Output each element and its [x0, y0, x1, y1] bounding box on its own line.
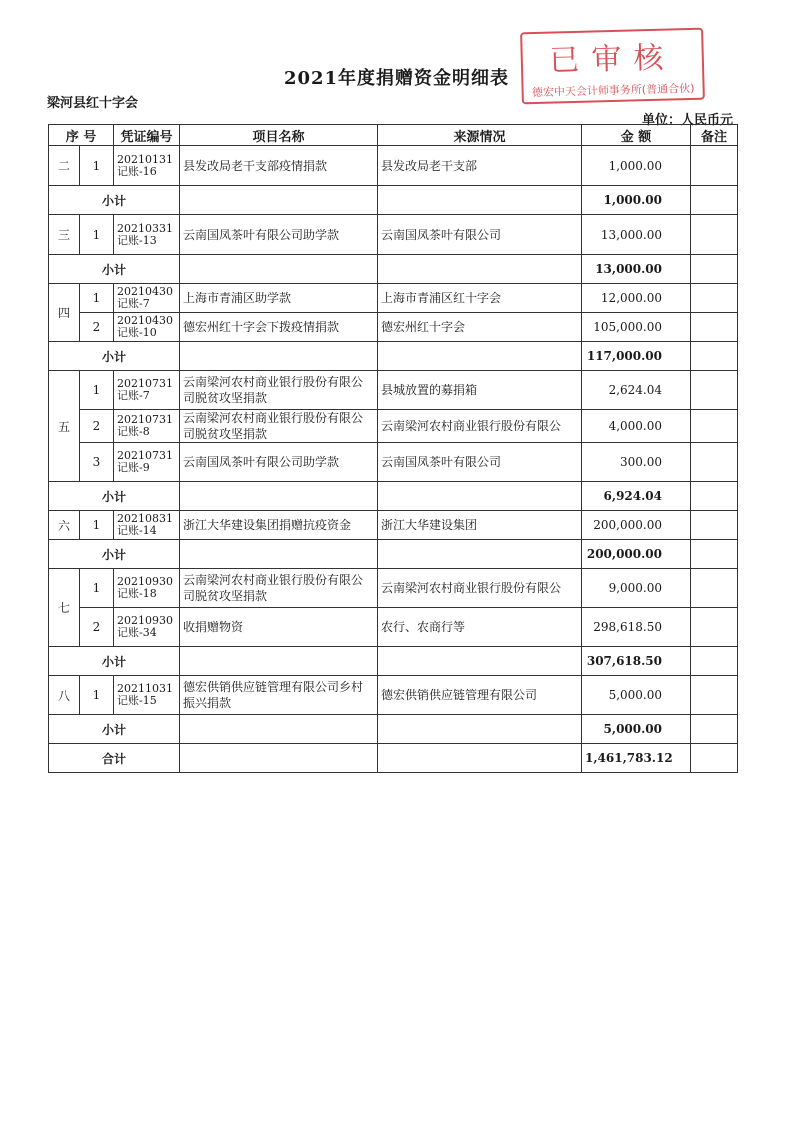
- project-name: 德宏供销供应链管理有限公司乡村振兴捐款: [180, 676, 378, 715]
- stamp-sub-text: 德宏中天会计师事务所(普通合伙): [531, 81, 695, 100]
- amount-value: 2,624.04: [582, 371, 691, 410]
- project-name: 德宏州红十字会下拨疫情捐款: [180, 313, 378, 342]
- subtotal-label: 小计: [49, 647, 180, 676]
- page-title: 2021年度捐赠资金明细表: [283, 68, 510, 89]
- organization-name: 梁河县红十字会: [47, 96, 139, 111]
- voucher-number: 20211031 记账-15: [114, 676, 180, 715]
- group-label: 三: [49, 215, 80, 255]
- note-cell: [691, 255, 738, 284]
- subtotal-row: [49, 186, 738, 215]
- voucher-number: 20210430 记账-10: [114, 313, 180, 342]
- row-number: 2: [80, 608, 114, 647]
- empty-cell: [180, 647, 378, 676]
- row-number: 1: [80, 676, 114, 715]
- row-number: 2: [80, 313, 114, 342]
- row-number: 1: [80, 569, 114, 608]
- subtotal-row: [49, 342, 738, 371]
- source-info: 县城放置的募捐箱: [378, 371, 582, 410]
- voucher-number: 20210430 记账-7: [114, 284, 180, 313]
- amount-value: 1,000.00: [582, 146, 691, 186]
- row-number: 1: [80, 371, 114, 410]
- source-info: 德宏供销供应链管理有限公司: [378, 676, 582, 715]
- stamp-main-text: 已审核: [548, 40, 676, 79]
- subtotal-value: 5,000.00: [582, 715, 691, 744]
- empty-cell: [180, 342, 378, 371]
- amount-value: 4,000.00: [582, 410, 691, 443]
- source-info: 云南国凤茶叶有限公司: [378, 215, 582, 255]
- source-info: 德宏州红十字会: [378, 313, 582, 342]
- note-cell: [691, 647, 738, 676]
- subtotal-row: [49, 540, 738, 569]
- row-number: 3: [80, 443, 114, 482]
- empty-cell: [378, 744, 582, 773]
- amount-value: 13,000.00: [582, 215, 691, 255]
- empty-cell: [378, 342, 582, 371]
- amount-value: 5,000.00: [582, 676, 691, 715]
- amount-value: 200,000.00: [582, 511, 691, 540]
- project-name: 云南梁河农村商业银行股份有限公司脱贫攻坚捐款: [180, 410, 378, 443]
- table-row: [49, 443, 738, 482]
- table-row: [49, 371, 738, 410]
- source-info: 浙江大华建设集团: [378, 511, 582, 540]
- header-note: 备注: [691, 125, 738, 146]
- group-label: 四: [49, 284, 80, 342]
- amount-value: 300.00: [582, 443, 691, 482]
- note-cell: [691, 744, 738, 773]
- note-cell: [691, 569, 738, 608]
- subtotal-label: 小计: [49, 186, 180, 215]
- table-row: [49, 676, 738, 715]
- source-info: 云南梁河农村商业银行股份有限公: [378, 569, 582, 608]
- total-row: [49, 744, 738, 773]
- currency-unit: 单位：人民币元: [641, 113, 733, 128]
- row-number: 1: [80, 146, 114, 186]
- subtotal-label: 小计: [49, 540, 180, 569]
- project-name: 云南国凤茶叶有限公司助学款: [180, 215, 378, 255]
- empty-cell: [378, 540, 582, 569]
- voucher-number: 20210731 记账-8: [114, 410, 180, 443]
- table-row: [49, 569, 738, 608]
- project-name: 县发改局老干支部疫情捐款: [180, 146, 378, 186]
- note-cell: [691, 443, 738, 482]
- table-body: [49, 146, 738, 773]
- subtotal-value: 6,924.04: [582, 482, 691, 511]
- project-name: 云南梁河农村商业银行股份有限公司脱贫攻坚捐款: [180, 569, 378, 608]
- empty-cell: [180, 744, 378, 773]
- subtotal-label: 小计: [49, 255, 180, 284]
- subtotal-row: [49, 647, 738, 676]
- voucher-number: 20210831 记账-14: [114, 511, 180, 540]
- empty-cell: [378, 715, 582, 744]
- total-value: 1,461,783.12: [582, 744, 691, 773]
- amount-value: 9,000.00: [582, 569, 691, 608]
- row-number: 1: [80, 511, 114, 540]
- header-amount: 金 额: [582, 125, 691, 146]
- empty-cell: [378, 186, 582, 215]
- source-info: 云南国凤茶叶有限公司: [378, 443, 582, 482]
- empty-cell: [180, 540, 378, 569]
- table-row: [49, 146, 738, 186]
- note-cell: [691, 511, 738, 540]
- subtotal-value: 200,000.00: [582, 540, 691, 569]
- amount-value: 298,618.50: [582, 608, 691, 647]
- row-number: 1: [80, 284, 114, 313]
- table-row: [49, 215, 738, 255]
- subtotal-label: 小计: [49, 342, 180, 371]
- empty-cell: [180, 715, 378, 744]
- note-cell: [691, 608, 738, 647]
- note-cell: [691, 540, 738, 569]
- note-cell: [691, 313, 738, 342]
- donation-table: [48, 124, 738, 773]
- table-row: [49, 410, 738, 443]
- voucher-number: 20210930 记账-34: [114, 608, 180, 647]
- subtotal-value: 13,000.00: [582, 255, 691, 284]
- note-cell: [691, 676, 738, 715]
- source-info: 云南梁河农村商业银行股份有限公: [378, 410, 582, 443]
- empty-cell: [378, 255, 582, 284]
- source-info: 农行、农商行等: [378, 608, 582, 647]
- group-label: 六: [49, 511, 80, 540]
- amount-value: 105,000.00: [582, 313, 691, 342]
- voucher-number: 20210131 记账-16: [114, 146, 180, 186]
- note-cell: [691, 342, 738, 371]
- empty-cell: [180, 186, 378, 215]
- project-name: 收捐赠物资: [180, 608, 378, 647]
- voucher-number: 20210331 记账-13: [114, 215, 180, 255]
- empty-cell: [378, 647, 582, 676]
- header-source: 来源情况: [378, 125, 582, 146]
- note-cell: [691, 146, 738, 186]
- group-label: 二: [49, 146, 80, 186]
- subtotal-label: 小计: [49, 715, 180, 744]
- table-row: [49, 313, 738, 342]
- group-label: 七: [49, 569, 80, 647]
- voucher-number: 20210731 记账-7: [114, 371, 180, 410]
- total-label: 合计: [49, 744, 180, 773]
- subtotal-value: 117,000.00: [582, 342, 691, 371]
- source-info: 上海市青浦区红十字会: [378, 284, 582, 313]
- subtotal-value: 1,000.00: [582, 186, 691, 215]
- note-cell: [691, 186, 738, 215]
- note-cell: [691, 284, 738, 313]
- note-cell: [691, 215, 738, 255]
- subtotal-row: [49, 255, 738, 284]
- subtotal-row: [49, 715, 738, 744]
- empty-cell: [180, 255, 378, 284]
- subtotal-value: 307,618.50: [582, 647, 691, 676]
- note-cell: [691, 371, 738, 410]
- table-row: [49, 608, 738, 647]
- row-number: 2: [80, 410, 114, 443]
- subtotal-label: 小计: [49, 482, 180, 511]
- header-voucher: 凭证编号: [114, 125, 180, 146]
- project-name: 上海市青浦区助学款: [180, 284, 378, 313]
- note-cell: [691, 715, 738, 744]
- group-label: 八: [49, 676, 80, 715]
- empty-cell: [180, 482, 378, 511]
- group-label: 五: [49, 371, 80, 482]
- note-cell: [691, 410, 738, 443]
- project-name: 云南国凤茶叶有限公司助学款: [180, 443, 378, 482]
- amount-value: 12,000.00: [582, 284, 691, 313]
- header-seq: 序 号: [49, 125, 114, 146]
- project-name: 云南梁河农村商业银行股份有限公司脱贫攻坚捐款: [180, 371, 378, 410]
- table-header-row: [49, 125, 738, 146]
- row-number: 1: [80, 215, 114, 255]
- header-project: 项目名称: [180, 125, 378, 146]
- source-info: 县发改局老干支部: [378, 146, 582, 186]
- note-cell: [691, 482, 738, 511]
- subtotal-row: [49, 482, 738, 511]
- empty-cell: [378, 482, 582, 511]
- project-name: 浙江大华建设集团捐赠抗疫资金: [180, 511, 378, 540]
- voucher-number: 20210930 记账-18: [114, 569, 180, 608]
- table-row: [49, 511, 738, 540]
- voucher-number: 20210731 记账-9: [114, 443, 180, 482]
- table-row: [49, 284, 738, 313]
